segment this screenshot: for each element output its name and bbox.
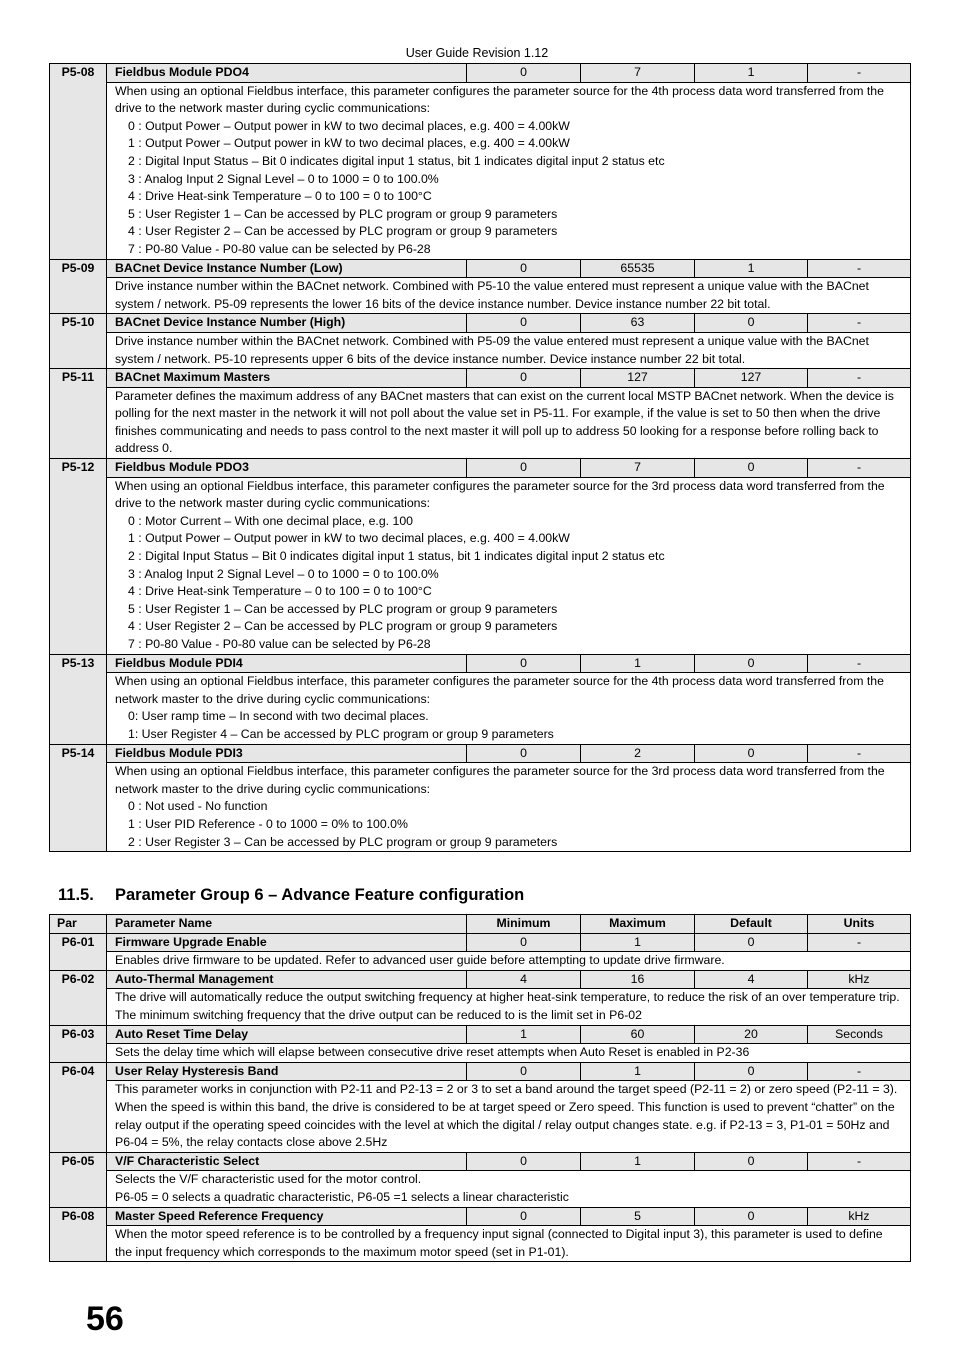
- parameter-maximum: 60: [581, 1025, 695, 1044]
- parameter-description-row: [50, 1171, 911, 1207]
- description-text: When using an optional Fieldbus interface, this parameter configures the parameter source for the 3rd process data word transferred from the drive to the network master during cyclic communications:: [115, 478, 885, 511]
- parameter-code: P5-10: [50, 314, 107, 369]
- parameter-maximum: 63: [581, 314, 695, 333]
- parameter-minimum: 0: [467, 1207, 581, 1226]
- description-text: When using an optional Fieldbus interface, this parameter configures the parameter source for the 3rd process data word transferred from the network master to the drive during cyclic communications:: [115, 764, 885, 796]
- section-number: 11.5.: [58, 886, 94, 904]
- parameter-maximum: 7: [581, 64, 695, 83]
- parameter-default: 0: [695, 933, 808, 952]
- option-item: 2 : Digital Input Status – Bit 0 indicates digital input 1 status, bit 1 indicates digital input 2 status etc: [128, 153, 665, 168]
- parameter-minimum: 1: [467, 1025, 581, 1044]
- description-text: Parameter defines the maximum address of any BACnet masters that can exist on the current local MSTP BACnet network. When the device is polling for the next master in the network it will not poll about the value set in P5-11. For example, if the value is set to 50 then when the drive finishes communicating and needs to pass control to the next master it will poll up to address 50 looking for a response before rolling back to address 0.: [115, 388, 894, 456]
- option-item: 7 : P0-80 Value - P0-80 value can be selected by P6-28: [128, 241, 431, 256]
- parameter-row: [50, 744, 911, 763]
- parameter-description-row: [50, 763, 911, 852]
- parameter-maximum: 7: [581, 459, 695, 478]
- section-heading: [58, 886, 524, 905]
- parameter-units: -: [808, 933, 911, 952]
- option-item: 4 : User Register 2 – Can be accessed by PLC program or group 9 parameters: [128, 224, 558, 239]
- parameter-name: Auto Reset Time Delay: [107, 1025, 467, 1044]
- option-item: 0 : Motor Current – With one decimal place, e.g. 100: [128, 513, 414, 528]
- column-header-row: [50, 915, 911, 934]
- option-item: 4 : Drive Heat-sink Temperature – 0 to 100 = 0 to 100°C: [128, 584, 432, 599]
- parameter-description: [107, 1226, 911, 1262]
- parameter-default: 0: [695, 1207, 808, 1226]
- parameter-row: [50, 970, 911, 989]
- parameter-code: P5-11: [50, 369, 107, 459]
- parameter-code: P6-02: [50, 970, 107, 1025]
- parameter-minimum: 0: [467, 933, 581, 952]
- parameter-row: [50, 1207, 911, 1226]
- parameter-description: [107, 332, 911, 368]
- parameter-units: -: [808, 654, 911, 673]
- parameter-code: P5-12: [50, 459, 107, 655]
- parameter-maximum: 1: [581, 654, 695, 673]
- parameter-name: Fieldbus Module PDI4: [107, 654, 467, 673]
- parameter-units: -: [808, 314, 911, 333]
- parameter-row: [50, 314, 911, 333]
- parameter-description: [107, 673, 911, 744]
- parameter-description: [107, 387, 911, 458]
- option-item: 1: User Register 4 – Can be accessed by PLC program or group 9 parameters: [128, 726, 554, 741]
- parameter-description: [107, 952, 911, 971]
- parameter-default: 0: [695, 1152, 808, 1171]
- col-default: Default: [695, 915, 808, 934]
- parameter-description-row: [50, 673, 911, 744]
- option-item: 7 : P0-80 Value - P0-80 value can be selected by P6-28: [128, 637, 431, 651]
- parameter-name: User Relay Hysteresis Band: [107, 1062, 467, 1081]
- parameter-default: 4: [695, 970, 808, 989]
- parameter-description: [107, 1044, 911, 1063]
- description-text: Drive instance number within the BACnet network. Combined with P5-10 the value entered must represent a unique value with the BACnet system / network. P5-09 represents the lower 16 bits of the device instance number. Device instance number 22 bit total.: [115, 279, 869, 311]
- parameter-minimum: 0: [467, 459, 581, 478]
- description-text: Enables drive firmware to be updated. Refer to advanced user guide before attempting to update drive firmware.: [115, 953, 725, 968]
- parameter-description: [107, 763, 911, 852]
- parameter-description: [107, 82, 911, 259]
- description-text: The drive will automatically reduce the output switching frequency at higher heat-sink temperature, to reduce the risk of an over temperature trip. The minimum switching frequency that the drive output can be reduced to is the limit set in P6-02: [115, 990, 900, 1022]
- parameter-units: -: [808, 459, 911, 478]
- parameter-units: -: [808, 369, 911, 388]
- parameter-minimum: 0: [467, 1152, 581, 1171]
- parameter-units: Seconds: [808, 1025, 911, 1044]
- parameter-minimum: 0: [467, 654, 581, 673]
- parameter-name: BACnet Maximum Masters: [107, 369, 467, 388]
- parameter-row: [50, 1025, 911, 1044]
- parameter-maximum: 2: [581, 744, 695, 763]
- col-minimum: Minimum: [467, 915, 581, 934]
- parameter-code: P5-09: [50, 259, 107, 314]
- parameter-units: -: [808, 64, 911, 83]
- parameter-units: -: [808, 744, 911, 763]
- parameter-units: kHz: [808, 970, 911, 989]
- parameter-maximum: 16: [581, 970, 695, 989]
- option-item: 5 : User Register 1 – Can be accessed by PLC program or group 9 parameters: [128, 601, 558, 616]
- parameter-minimum: 0: [467, 744, 581, 763]
- parameter-name: BACnet Device Instance Number (High): [107, 314, 467, 333]
- parameter-units: -: [808, 1062, 911, 1081]
- parameter-table-group6: [49, 914, 911, 1262]
- parameter-name: Auto-Thermal Management: [107, 970, 467, 989]
- parameter-row: [50, 1152, 911, 1171]
- parameter-default: 20: [695, 1025, 808, 1044]
- parameter-code: P5-08: [50, 64, 107, 260]
- parameter-description: [107, 477, 911, 654]
- parameter-default: 0: [695, 459, 808, 478]
- description-text: When the motor speed reference is to be controlled by a frequency input signal (connected to Digital input 3), this parameter is used to define the input frequency which corresponds to the maximum motor speed (set in P1-01).: [115, 1227, 883, 1259]
- parameter-maximum: 1: [581, 1062, 695, 1081]
- parameter-description-row: [50, 1226, 911, 1262]
- parameter-description: [107, 1171, 911, 1207]
- parameter-units: -: [808, 1152, 911, 1171]
- parameter-maximum: 1: [581, 933, 695, 952]
- parameter-maximum: 1: [581, 1152, 695, 1171]
- parameter-minimum: 4: [467, 970, 581, 989]
- parameter-name: BACnet Device Instance Number (Low): [107, 259, 467, 278]
- option-item: 0 : Not used - No function: [128, 799, 268, 814]
- parameter-description-row: [50, 989, 911, 1025]
- parameter-code: P5-13: [50, 654, 107, 744]
- parameter-description-row: [50, 278, 911, 314]
- option-item: 2 : Digital Input Status – Bit 0 indicates digital input 1 status, bit 1 indicates digital input 2 status etc: [128, 549, 665, 564]
- parameter-maximum: 127: [581, 369, 695, 388]
- option-item: 5 : User Register 1 – Can be accessed by PLC program or group 9 parameters: [128, 206, 558, 221]
- parameter-table-group5: [49, 63, 911, 852]
- description-text: Sets the delay time which will elapse between consecutive drive reset attempts when Auto Reset is enabled in P2-36: [115, 1045, 750, 1060]
- parameter-description-row: [50, 1081, 911, 1152]
- parameter-row: [50, 933, 911, 952]
- parameter-default: 1: [695, 259, 808, 278]
- col-maximum: Maximum: [581, 915, 695, 934]
- option-item: 3 : Analog Input 2 Signal Level – 0 to 1000 = 0 to 100.0%: [128, 566, 439, 581]
- parameter-units: -: [808, 259, 911, 278]
- description-text: Drive instance number within the BACnet network. Combined with P5-09 the value entered must represent a unique value with the BACnet system / network. P5-10 represents upper 6 bits of the device instance number. Device instance number 22 bit total.: [115, 333, 869, 366]
- parameter-code: P6-05: [50, 1152, 107, 1207]
- page-header: User Guide Revision 1.12: [405, 46, 549, 60]
- parameter-default: 127: [695, 369, 808, 388]
- parameter-description-row: [50, 332, 911, 368]
- parameter-row: [50, 459, 911, 478]
- parameter-name: Firmware Upgrade Enable: [107, 933, 467, 952]
- parameter-minimum: 0: [467, 259, 581, 278]
- parameter-description-row: [50, 82, 911, 259]
- parameter-minimum: 0: [467, 1062, 581, 1081]
- parameter-units: kHz: [808, 1207, 911, 1226]
- parameter-row: [50, 654, 911, 673]
- parameter-default: 0: [695, 654, 808, 673]
- parameter-minimum: 0: [467, 64, 581, 83]
- parameter-minimum: 0: [467, 369, 581, 388]
- parameter-description: [107, 989, 911, 1025]
- option-item: 0 : Output Power – Output power in kW to two decimal places, e.g. 400 = 4.00kW: [128, 118, 570, 133]
- parameter-name: V/F Characteristic Select: [107, 1152, 467, 1171]
- description-text: When using an optional Fieldbus interface, this parameter configures the parameter source for the 4th process data word transferred from the network master to the drive during cyclic communications:: [115, 674, 884, 706]
- option-item: 0: User ramp time – In second with two decimal places.: [128, 709, 429, 724]
- option-item: 1 : Output Power – Output power in kW to two decimal places, e.g. 400 = 4.00kW: [128, 531, 570, 546]
- parameter-description-row: [50, 477, 911, 654]
- option-item: 3 : Analog Input 2 Signal Level – 0 to 1000 = 0 to 100.0%: [128, 171, 439, 186]
- parameter-name: Fieldbus Module PDI3: [107, 744, 467, 763]
- parameter-name: Master Speed Reference Frequency: [107, 1207, 467, 1226]
- description-line: P6-05 = 0 selects a quadratic characteristic, P6-05 =1 selects a linear characteristic: [115, 1189, 569, 1204]
- parameter-row: [50, 1062, 911, 1081]
- description-text: Selects the V/F characteristic used for the motor control.: [115, 1172, 422, 1187]
- option-item: 4 : Drive Heat-sink Temperature – 0 to 100 = 0 to 100°C: [128, 189, 432, 204]
- section-title: Parameter Group 6 – Advance Feature configuration: [115, 886, 525, 904]
- parameter-code: P6-04: [50, 1062, 107, 1152]
- parameter-code: P6-08: [50, 1207, 107, 1262]
- parameter-description: [107, 278, 911, 314]
- parameter-description-row: [50, 1044, 911, 1063]
- option-item: 4 : User Register 2 – Can be accessed by PLC program or group 9 parameters: [128, 619, 558, 634]
- parameter-default: 0: [695, 744, 808, 763]
- col-units: Units: [808, 915, 911, 934]
- description-text: When using an optional Fieldbus interface, this parameter configures the parameter source for the 4th process data word transferred from the drive to the network master during cyclic communications:: [115, 83, 884, 116]
- parameter-code: P6-01: [50, 933, 107, 970]
- parameter-description: [107, 1081, 911, 1152]
- option-item: 2 : User Register 3 – Can be accessed by PLC program or group 9 parameters: [128, 834, 558, 849]
- parameter-minimum: 0: [467, 314, 581, 333]
- parameter-default: 1: [695, 64, 808, 83]
- parameter-description-row: [50, 387, 911, 458]
- parameter-row: [50, 259, 911, 278]
- parameter-name: Fieldbus Module PDO3: [107, 459, 467, 478]
- parameter-code: P5-14: [50, 744, 107, 852]
- parameter-default: 0: [695, 1062, 808, 1081]
- parameter-maximum: 65535: [581, 259, 695, 278]
- parameter-name: Fieldbus Module PDO4: [107, 64, 467, 83]
- parameter-default: 0: [695, 314, 808, 333]
- option-item: 1 : Output Power – Output power in kW to two decimal places, e.g. 400 = 4.00kW: [128, 136, 570, 151]
- parameter-maximum: 5: [581, 1207, 695, 1226]
- description-text: This parameter works in conjunction with P2-11 and P2-13 = 2 or 3 to set a band around the target speed (P2-11 = 2) or zero speed (P2-11 = 3). When the speed is within this band, the drive is considered to be at target speed or Zero speed. This function is used to prevent “chatter” on the relay output if the operating speed coincides with the level at which the digital / relay output changes state. e.g. if P2-13 = 3, P1-01 = 50Hz and P6-04 = 5%, the relay contacts close above 2.5Hz: [115, 1082, 898, 1150]
- parameter-row: [50, 369, 911, 388]
- col-par: Par: [50, 915, 107, 934]
- page-number: 56: [86, 1300, 124, 1338]
- parameter-row: [50, 64, 911, 83]
- parameter-description-row: [50, 952, 911, 971]
- option-item: 1 : User PID Reference - 0 to 1000 = 0% to 100.0%: [128, 816, 408, 831]
- parameter-code: P6-03: [50, 1025, 107, 1062]
- col-parameter-name: Parameter Name: [107, 915, 467, 934]
